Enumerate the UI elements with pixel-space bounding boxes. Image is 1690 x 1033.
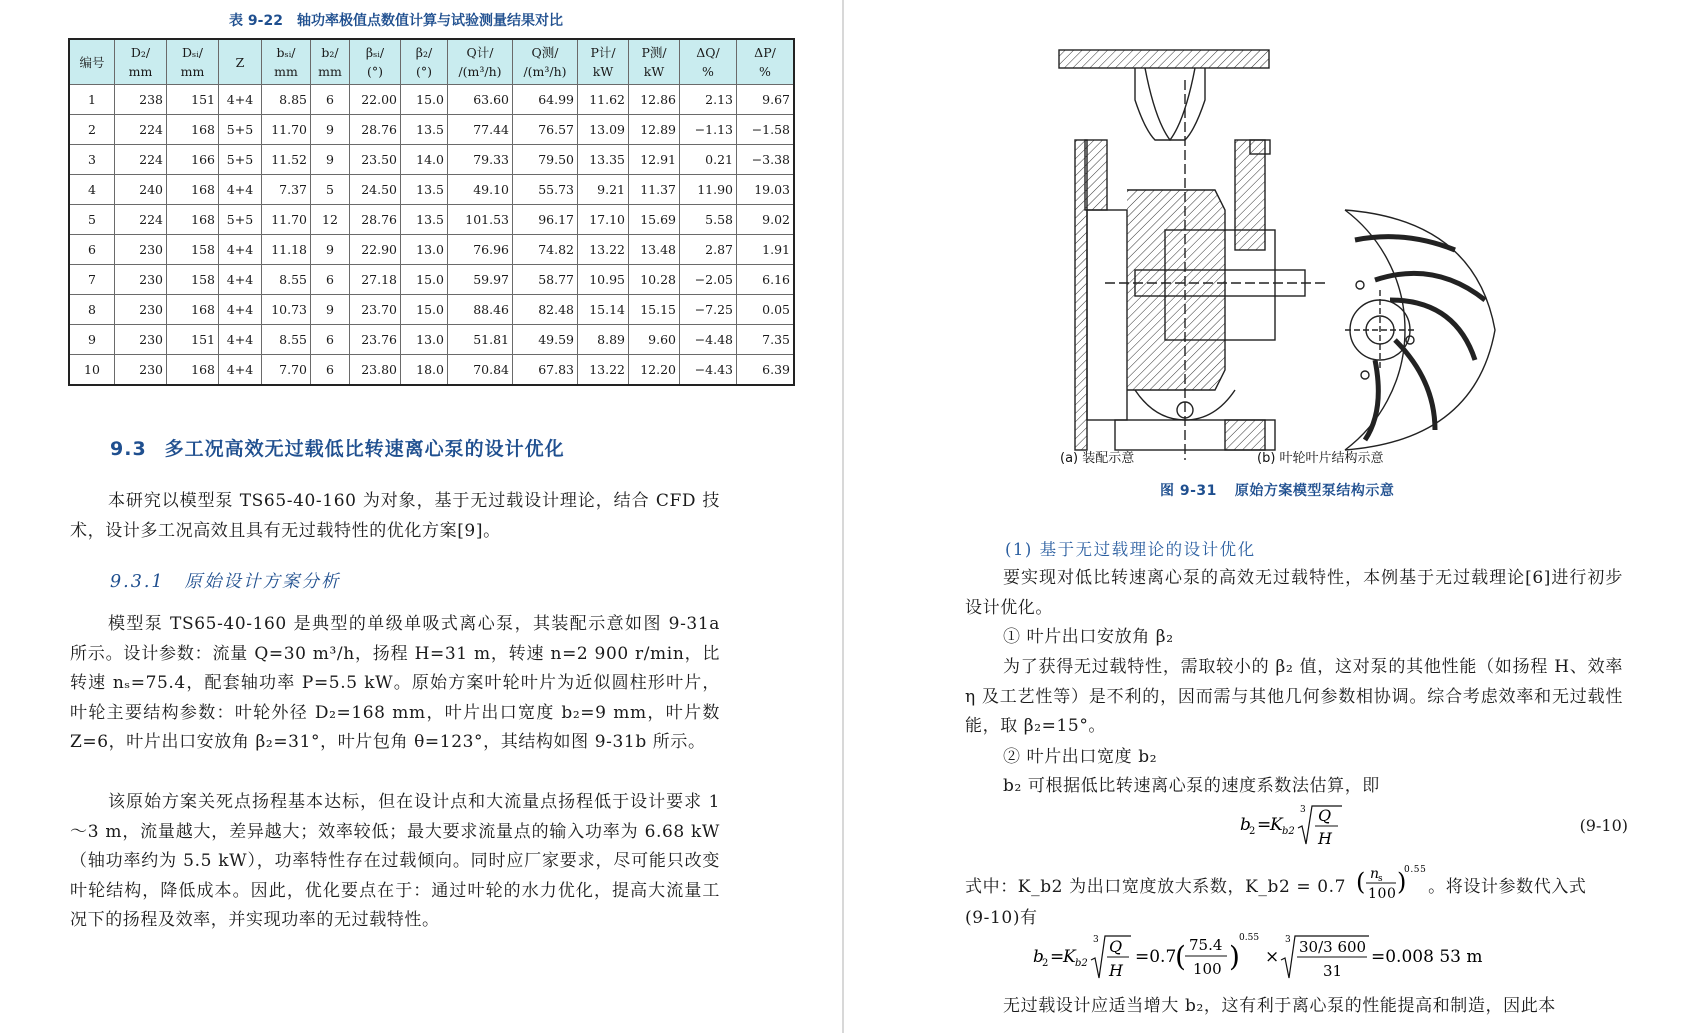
- left-page: [0, 0, 843, 1033]
- table-cell: 88.46: [448, 295, 513, 325]
- table-cell: 11.70: [262, 115, 311, 145]
- table-cell: 238: [115, 85, 167, 115]
- table-cell: 10.95: [578, 265, 629, 295]
- item-1: ① 叶片出口安放角 β₂: [1003, 627, 1174, 647]
- right-paragraph-3: b₂ 可根据低比转速离心泵的速度系数法估算，即: [1003, 776, 1380, 796]
- right-page: [845, 0, 1690, 1033]
- svg-text:b2: b2: [1282, 826, 1295, 837]
- table-header-cell: [219, 39, 262, 85]
- table-cell: 49.10: [448, 175, 513, 205]
- table-cell: 168: [167, 205, 219, 235]
- subsection-heading-1: (1) 基于无过载理论的设计优化: [1005, 540, 1256, 559]
- table-header-cell: [167, 39, 219, 85]
- svg-text:2: 2: [1042, 958, 1049, 969]
- table-header-cell: [448, 39, 513, 85]
- table-cell: 7.37: [262, 175, 311, 205]
- table-cell: 9.02: [737, 205, 795, 235]
- table-cell: 10.73: [262, 295, 311, 325]
- table-cell: 63.60: [448, 85, 513, 115]
- table-cell: 151: [167, 325, 219, 355]
- svg-text:): ): [1397, 868, 1408, 896]
- table-cell: 14.0: [401, 145, 448, 175]
- table-header-cell: [578, 39, 629, 85]
- table-cell: 6: [311, 265, 350, 295]
- table-cell: 9: [311, 295, 350, 325]
- table-row: [69, 145, 794, 175]
- equation-number: (9-10): [1579, 816, 1628, 835]
- paragraph-1: 模型泵 TS65-40-160 是典型的单级单吸式离心泵，其装配示意如图 9-31a 所示。设计参数：流量 Q=30 m³/h，扬程 H=31 m，转速 n=2 900 r/min，比转速 nₛ=75.4，配套轴功率 P=5.5 kW。原始方案叶轮叶片为近似圆柱形叶片，叶轮主要结构参数：叶轮外径 D₂=168 mm，叶片出口宽度 b₂=9 mm，叶片数 Z=6，叶片出口安放角 β₂=31°，叶片包角 θ=123°，其结构如图 9-31b 所示。: [70, 614, 720, 753]
- table-header-text: %: [702, 64, 714, 79]
- table-cell: 168: [167, 115, 219, 145]
- eq-fraction-numerator-2: 30/3 600: [1299, 938, 1367, 956]
- table-cell: 230: [115, 295, 167, 325]
- eq-fraction-numerator-1: 75.4: [1189, 936, 1223, 954]
- table-header-text: kW: [592, 64, 614, 79]
- table-cell: 13.5: [401, 115, 448, 145]
- table-cell: 11.70: [262, 205, 311, 235]
- table-header-cell: [115, 39, 167, 85]
- table-cell: 9.67: [737, 85, 795, 115]
- table-cell: 10: [69, 355, 115, 386]
- svg-text:×: ×: [1265, 947, 1280, 967]
- table-cell: 9: [311, 235, 350, 265]
- table-cell: 158: [167, 235, 219, 265]
- eq-fraction-denominator-2: 31: [1323, 962, 1343, 980]
- table-cell: 6.16: [737, 265, 795, 295]
- svg-text:H: H: [1109, 961, 1123, 980]
- table-cell: 59.97: [448, 265, 513, 295]
- table-cell: 8.85: [262, 85, 311, 115]
- table-header-text: Q测/: [531, 45, 559, 60]
- table-cell: 24.50: [350, 175, 401, 205]
- table-header-text: bₛᵢ/: [276, 45, 296, 60]
- table-cell: 22.90: [350, 235, 401, 265]
- svg-text:=0.7: =0.7: [1135, 947, 1177, 967]
- table-cell: 28.76: [350, 205, 401, 235]
- table-cell: 168: [167, 175, 219, 205]
- svg-text:Q: Q: [1109, 937, 1123, 956]
- table-cell: −4.43: [680, 355, 737, 386]
- table-header-cell: [737, 39, 795, 85]
- table-cell: 82.48: [513, 295, 578, 325]
- svg-text:b: b: [1033, 947, 1044, 967]
- table-cell: 13.35: [578, 145, 629, 175]
- table-cell: 51.81: [448, 325, 513, 355]
- table-cell: 13.09: [578, 115, 629, 145]
- table-caption: 表 9-22 轴功率极值点数值计算与试验测量结果对比: [229, 13, 563, 29]
- table-cell: 79.33: [448, 145, 513, 175]
- table-cell: 230: [115, 325, 167, 355]
- table-header-cell: [262, 39, 311, 85]
- svg-text:(: (: [1356, 868, 1367, 896]
- table-cell: 0.05: [737, 295, 795, 325]
- right-paragraph-1: 要实现对低比转速离心泵的高效无过载特性，本例基于无过载理论[6]进行初步设计优化。: [965, 568, 1623, 618]
- table-cell: 15.15: [629, 295, 680, 325]
- table-cell: 4+4: [219, 235, 262, 265]
- table-header-text: (°): [366, 64, 383, 79]
- table-cell: 58.77: [513, 265, 578, 295]
- table-header-cell: [401, 39, 448, 85]
- table-cell: 230: [115, 265, 167, 295]
- table-cell: 8: [69, 295, 115, 325]
- table-row: [69, 85, 794, 115]
- table-cell: 101.53: [448, 205, 513, 235]
- table-row: [69, 205, 794, 235]
- table-cell: 7.70: [262, 355, 311, 386]
- table-cell: 9: [311, 145, 350, 175]
- table-cell: 27.18: [350, 265, 401, 295]
- eq-exponent: 0.55: [1239, 933, 1260, 943]
- table-cell: 15.0: [401, 85, 448, 115]
- table-cell: 12.20: [629, 355, 680, 386]
- table-cell: 77.44: [448, 115, 513, 145]
- table-cell: 70.84: [448, 355, 513, 386]
- table-header-text: 编号: [79, 54, 105, 70]
- table-cell: 151: [167, 85, 219, 115]
- table-cell: 12.91: [629, 145, 680, 175]
- table-cell: 240: [115, 175, 167, 205]
- table-cell: 13.5: [401, 175, 448, 205]
- table-cell: 224: [115, 115, 167, 145]
- table-cell: 74.82: [513, 235, 578, 265]
- table-cell: 3: [69, 145, 115, 175]
- table-cell: 76.57: [513, 115, 578, 145]
- table-cell: 230: [115, 235, 167, 265]
- subsection-heading: [110, 568, 341, 593]
- table-cell: 22.00: [350, 85, 401, 115]
- table-cell: 9: [311, 115, 350, 145]
- table-header-text: ΔP/: [754, 45, 776, 60]
- subsection-number: 9.3.1: [110, 572, 165, 592]
- figure-sublabel-b: (b) 叶轮叶片结构示意: [1257, 451, 1384, 466]
- table-cell: 224: [115, 205, 167, 235]
- svg-text:s: s: [1378, 874, 1384, 884]
- figure-title: 原始方案模型泵结构示意: [1234, 483, 1395, 499]
- table-cell: 168: [167, 355, 219, 386]
- table-cell: 13.5: [401, 205, 448, 235]
- svg-text:=: =: [1050, 947, 1065, 967]
- svg-text:n: n: [1370, 866, 1380, 882]
- table-cell: 12.86: [629, 85, 680, 115]
- table-header-text: β₂/: [415, 45, 433, 60]
- table-cell: 5+5: [219, 115, 262, 145]
- table-cell: 5+5: [219, 145, 262, 175]
- svg-text:b2: b2: [1075, 958, 1088, 969]
- table-cell: 4+4: [219, 295, 262, 325]
- table-cell: 1.91: [737, 235, 795, 265]
- section-heading: [110, 434, 565, 461]
- table-header-text: βₛᵢ/: [365, 45, 385, 60]
- svg-text:2: 2: [1249, 826, 1256, 837]
- table-header-text: mm: [274, 64, 298, 79]
- right-paragraph-2: 为了获得无过载特性，需取较小的 β₂ 值，这对泵的其他性能（如扬程 H、效率 η 及工艺性等）是不利的，因而需与其他几何参数相协调。综合考虑效率和无过载性能，取 β₂=15°。: [965, 657, 1623, 737]
- table-header-text: Z: [235, 54, 245, 70]
- table-cell: 28.76: [350, 115, 401, 145]
- table-cell: 8.55: [262, 265, 311, 295]
- table-body: [69, 85, 794, 386]
- table-cell: 15.14: [578, 295, 629, 325]
- table-header-text: D₂/: [130, 45, 151, 60]
- table-cell: 224: [115, 145, 167, 175]
- table-cell: 7: [69, 265, 115, 295]
- table-header-cell: [311, 39, 350, 85]
- table-cell: 2: [69, 115, 115, 145]
- equation-9-10-drawing: [1240, 800, 1360, 852]
- table-cell: 5.58: [680, 205, 737, 235]
- table-cell: −3.38: [737, 145, 795, 175]
- table-header-cell: [350, 39, 401, 85]
- table-cell: 9.21: [578, 175, 629, 205]
- table-header-text: /(m³/h): [523, 64, 567, 79]
- svg-text:Q: Q: [1318, 806, 1332, 825]
- table-cell: 11.18: [262, 235, 311, 265]
- table-cell: 15.0: [401, 295, 448, 325]
- table-cell: 2.13: [680, 85, 737, 115]
- table-cell: 6.39: [737, 355, 795, 386]
- pump-figure: [1075, 40, 1555, 460]
- table-header-text: mm: [180, 64, 205, 79]
- table-cell: 1: [69, 85, 115, 115]
- figure-sublabel-a: (a) 装配示意: [1060, 451, 1135, 466]
- table-cell: 18.0: [401, 355, 448, 386]
- paragraph-2: 该原始方案关死点扬程基本达标，但在设计点和大流量点扬程低于设计要求 1～3 m，流量越大，差异越大；效率较低；最大要求流量点的输入功率为 6.68 kW（轴功率约为 5.5 kW），功率特性存在过载倾向。同时应厂家要求，尽可能只改变叶轮结构，降低成本。因此，优化要点在于：通过叶轮的水力优化，提高大流量工况下的扬程及效率，并实现功率的无过载特性。: [70, 792, 720, 931]
- table-cell: 4+4: [219, 355, 262, 386]
- svg-text:0.55: 0.55: [1404, 865, 1427, 875]
- equation-evaluation: [1033, 928, 1513, 991]
- table-cell: 23.50: [350, 145, 401, 175]
- table-cell: 9.60: [629, 325, 680, 355]
- table-cell: 7.35: [737, 325, 795, 355]
- svg-text:): ): [1229, 940, 1240, 973]
- table-header-text: Q计/: [466, 45, 494, 60]
- table-cell: 12.89: [629, 115, 680, 145]
- table-cell: 11.52: [262, 145, 311, 175]
- table-cell: 5: [69, 205, 115, 235]
- table-header-text: P测/: [641, 45, 667, 60]
- figure-caption: [1160, 480, 1394, 500]
- table-cell: 13.0: [401, 325, 448, 355]
- subsection-title: 原始设计方案分析: [184, 572, 341, 592]
- table-cell: −1.13: [680, 115, 737, 145]
- table-cell: 2.87: [680, 235, 737, 265]
- table-cell: 15.69: [629, 205, 680, 235]
- table-cell: 4+4: [219, 265, 262, 295]
- table-cell: 76.96: [448, 235, 513, 265]
- eq-fraction-denominator-1: 100: [1193, 960, 1222, 978]
- svg-text:3: 3: [1093, 935, 1099, 945]
- table-cell: 64.99: [513, 85, 578, 115]
- table-cell: 13.48: [629, 235, 680, 265]
- right-paragraph-4-tail: 。将设计参数代入式: [1428, 876, 1587, 897]
- table-cell: 79.50: [513, 145, 578, 175]
- svg-text:K: K: [1063, 947, 1076, 967]
- table-cell: 6: [311, 325, 350, 355]
- right-paragraph-4-cont: (9-10)有: [965, 908, 1038, 928]
- table-header-text: (°): [415, 64, 432, 79]
- table-header-text: %: [759, 64, 771, 79]
- table-cell: 9: [69, 325, 115, 355]
- table-cell: 4+4: [219, 325, 262, 355]
- table-cell: 15.0: [401, 265, 448, 295]
- table-cell: 10.28: [629, 265, 680, 295]
- table-cell: 8.55: [262, 325, 311, 355]
- table-cell: −1.58: [737, 115, 795, 145]
- table-cell: −7.25: [680, 295, 737, 325]
- svg-text:=: =: [1257, 815, 1272, 835]
- table-row: [69, 295, 794, 325]
- table-cell: 19.03: [737, 175, 795, 205]
- table-header-cell: [629, 39, 680, 85]
- intro-paragraph: 本研究以模型泵 TS65-40-160 为对象，基于无过载设计理论，结合 CFD 技术，设计多工况高效且具有无过载特性的优化方案[9]。: [70, 491, 720, 541]
- table-cell: 6: [69, 235, 115, 265]
- table-header-text: /(m³/h): [458, 64, 502, 79]
- table-header-row: [69, 39, 794, 85]
- equation-9-10: [1240, 800, 1360, 857]
- table-row: [69, 325, 794, 355]
- table-cell: 17.10: [578, 205, 629, 235]
- table-cell: 4+4: [219, 85, 262, 115]
- table-header-text: mm: [318, 64, 342, 79]
- svg-text:100: 100: [1368, 886, 1397, 902]
- table-cell: 5+5: [219, 205, 262, 235]
- table-header-cell: [513, 39, 578, 85]
- table-header-text: b₂/: [321, 45, 339, 60]
- table-cell: −4.48: [680, 325, 737, 355]
- table-cell: 11.37: [629, 175, 680, 205]
- table-header-text: mm: [128, 64, 153, 79]
- table-cell: −2.05: [680, 265, 737, 295]
- table-row: [69, 235, 794, 265]
- svg-text:3: 3: [1285, 935, 1291, 945]
- table-row: [69, 115, 794, 145]
- table-header-cell: [680, 39, 737, 85]
- table-header-text: Dₛᵢ/: [182, 45, 203, 60]
- impeller-drawing: [1345, 210, 1495, 450]
- table-cell: 4+4: [219, 175, 262, 205]
- table-cell: 96.17: [513, 205, 578, 235]
- assembly-drawing: [1059, 50, 1325, 460]
- table-cell: 0.21: [680, 145, 737, 175]
- svg-text:K: K: [1270, 815, 1283, 835]
- right-paragraph-4-text: 式中：K_b2 为出口宽度放大系数，K_b2 = 0.7: [965, 876, 1347, 897]
- table-cell: 11.62: [578, 85, 629, 115]
- svg-text:(: (: [1175, 940, 1186, 973]
- table-cell: 166: [167, 145, 219, 175]
- table-header-text: P计/: [590, 45, 616, 60]
- table-cell: 4: [69, 175, 115, 205]
- table-cell: 23.70: [350, 295, 401, 325]
- table-cell: 8.89: [578, 325, 629, 355]
- table-row: [69, 265, 794, 295]
- table-cell: 6: [311, 85, 350, 115]
- table-cell: 11.90: [680, 175, 737, 205]
- svg-text:3: 3: [1300, 805, 1306, 815]
- table-cell: 13.22: [578, 355, 629, 386]
- table-cell: 13.22: [578, 235, 629, 265]
- table-row: [69, 355, 794, 386]
- table-row: [69, 175, 794, 205]
- equation-evaluation-drawing: [1033, 928, 1513, 986]
- results-table: [68, 38, 795, 386]
- table-cell: 13.0: [401, 235, 448, 265]
- svg-text:b: b: [1240, 815, 1251, 835]
- item-2: ② 叶片出口宽度 b₂: [1003, 747, 1158, 767]
- table-cell: 168: [167, 295, 219, 325]
- table-cell: 6: [311, 355, 350, 386]
- kb2-formula-drawing: [1356, 862, 1427, 902]
- eq-result: =0.008 53 m: [1371, 947, 1483, 967]
- table-header-text: kW: [643, 64, 665, 79]
- section-title: 多工况高效无过载低比转速离心泵的设计优化: [164, 438, 565, 460]
- table-cell: 23.76: [350, 325, 401, 355]
- figure-number: 图 9-31: [1160, 483, 1217, 499]
- table-cell: 49.59: [513, 325, 578, 355]
- right-paragraph-5: 无过载设计应适当增大 b₂，这有利于离心泵的性能提高和制造，因此本: [1003, 996, 1556, 1016]
- section-number: 9.3: [110, 438, 147, 460]
- svg-text:H: H: [1318, 829, 1332, 848]
- table-header-cell: [69, 39, 115, 85]
- table-cell: 230: [115, 355, 167, 386]
- table-cell: 23.80: [350, 355, 401, 386]
- table-cell: 55.73: [513, 175, 578, 205]
- table-cell: 5: [311, 175, 350, 205]
- table-cell: 158: [167, 265, 219, 295]
- table-cell: 67.83: [513, 355, 578, 386]
- table-header-text: ΔQ/: [696, 45, 720, 60]
- table-cell: 12: [311, 205, 350, 235]
